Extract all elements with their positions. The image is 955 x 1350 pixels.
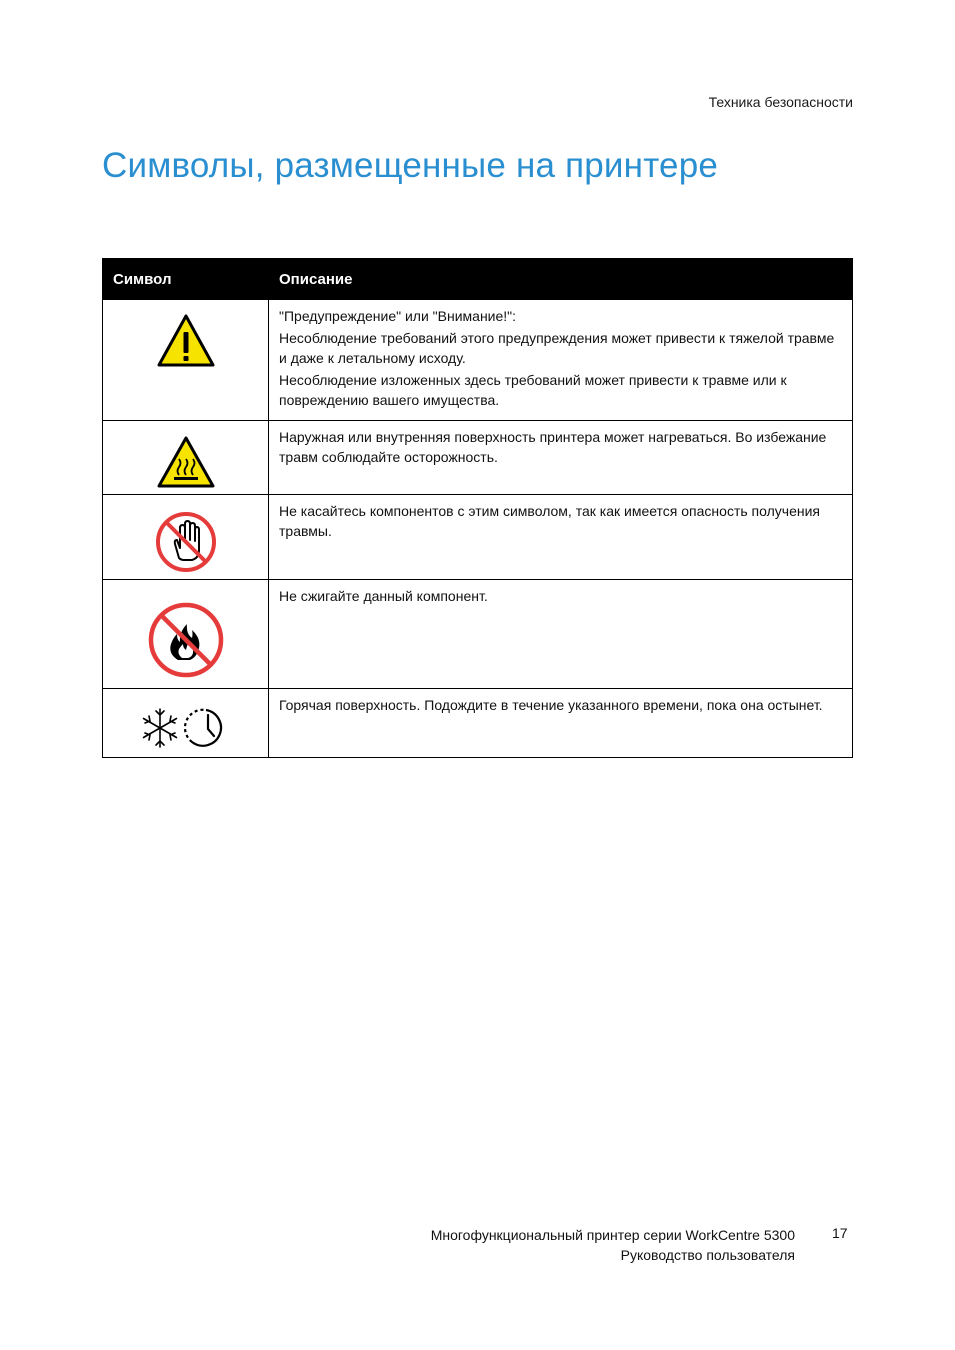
symbol-cell (103, 580, 269, 689)
do-not-burn-icon (146, 600, 226, 680)
symbol-cell (103, 421, 269, 495)
description-line: Несоблюдение изложенных здесь требований может привести к травме или к повреждению вашего имущества. (279, 372, 787, 408)
footer-product (431, 1225, 795, 1265)
table-row (103, 580, 853, 689)
cool-down-timer-icon (140, 705, 232, 751)
description-line: Несоблюдение требований этого предупреждения может привести к тяжелой травме и даже к летальному исходу. (279, 330, 835, 366)
symbols-table (102, 258, 853, 758)
column-header-description: Описание (269, 259, 853, 300)
description-line: "Предупреждение" или "Внимание!": (279, 308, 517, 324)
table-row (103, 421, 853, 495)
footer-guide-name: Руководство пользователя (620, 1247, 795, 1263)
hot-surface-icon (156, 435, 216, 489)
table-row (103, 495, 853, 580)
snowflake-icon (143, 709, 176, 747)
table-row (103, 689, 853, 758)
symbol-cell (103, 495, 269, 580)
description-line: Не сжигайте данный компонент. (279, 588, 488, 604)
description-cell (269, 300, 853, 421)
section-header: Техника безопасности (708, 94, 853, 110)
description-line: Горячая поверхность. Подождите в течение указанного времени, пока она остынет. (279, 697, 823, 713)
page-title: Символы, размещенные на принтере (102, 146, 719, 185)
do-not-touch-icon (154, 510, 218, 574)
symbol-cell (103, 300, 269, 421)
table-header-row (103, 259, 853, 300)
description-cell (269, 689, 853, 758)
description-cell (269, 495, 853, 580)
table-row (103, 300, 853, 421)
description-cell (269, 421, 853, 495)
footer-product-name: Многофункциональный принтер серии WorkCentre 5300 (430, 1227, 795, 1243)
column-header-symbol: Символ (103, 259, 269, 300)
description-line: Наружная или внутренняя поверхность принтера может нагреваться. Во избежание травм соблюдайте осторожность. (279, 429, 827, 465)
description-cell (269, 580, 853, 689)
description-line: Не касайтесь компонентов с этим символом, так как имеется опасность получения травмы. (279, 503, 820, 539)
warning-triangle-icon (156, 313, 216, 369)
page-number: 17 (832, 1225, 848, 1241)
symbol-cell (103, 689, 269, 758)
clock-icon (184, 710, 220, 746)
